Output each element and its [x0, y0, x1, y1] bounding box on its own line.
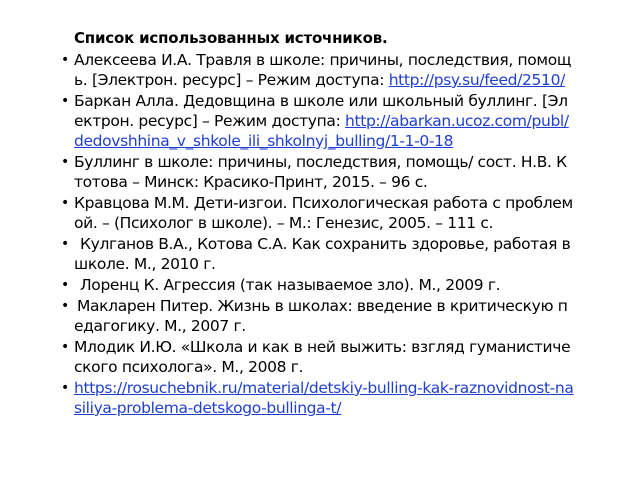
bullet-icon: • [61, 339, 69, 355]
bullet-icon: • [61, 93, 69, 109]
bullet-icon: • [61, 154, 69, 170]
reference-item [61, 193, 574, 233]
reference-link[interactable]: http://abarkan.ucoz.com/publ/dedovshhina_v_shkole_ili_shkolnyj_bulling/1-1-0-18 [74, 112, 569, 150]
reference-text: Буллинг в школе: причины, последствия, помощь/ сост. Н.В. Ктотова – Минск: Красико-Принт, 2015. – 96 с. [74, 153, 567, 191]
references-list [61, 50, 574, 418]
reference-item [61, 152, 574, 192]
reference-text: Алексеева И.А. Травля в школе: причины, последствия, помощь. [Электрон. ресурс] – Режим доступа: [74, 51, 572, 89]
bullet-icon: • [61, 52, 69, 68]
heading-punct: . [382, 29, 388, 47]
bullet-icon: • [61, 195, 69, 211]
reference-item [61, 378, 574, 418]
reference-link[interactable]: https://rosuchebnik.ru/material/detskiy-bulling-kak-raznovidnost-nasiliya-problema-detskogo-bullinga-t/ [74, 379, 574, 417]
reference-link[interactable]: http://psy.su/feed/2510/ [388, 71, 565, 89]
reference-text: Баркан Алла. Дедовщина в школе или школьный буллинг. [Электрон. ресурс] – Режим доступа: [74, 92, 568, 130]
reference-text: Кулганов В.А., Котова С.А. Как сохранить здоровье, работая в школе. М., 2010 г. [74, 235, 571, 273]
bullet-icon: • [61, 277, 69, 293]
reference-text: Кравцова М.М. Дети-изгои. Психологическая работа с проблемой. – (Психолог в школе). – М.: Генезис, 2005. – 111 с. [74, 194, 573, 232]
reference-item [61, 234, 574, 274]
references-heading [74, 28, 574, 48]
references-block [61, 28, 574, 419]
reference-text: Лоренц К. Агрессия (так называемое зло). М., 2009 г. [80, 276, 501, 294]
reference-item [61, 337, 574, 377]
reference-text: Млодик И.Ю. «Школа и как в ней выжить: взгляд гуманистического психолога». М., 2008 г. [74, 338, 571, 376]
bullet-icon: • [61, 380, 69, 396]
reference-item [61, 275, 574, 295]
reference-item [61, 91, 574, 151]
reference-text: Макларен Питер. Жизнь в школах: введение в критическую педагогику. М., 2007 г. [74, 297, 568, 335]
bullet-icon: • [61, 236, 69, 252]
bullet-icon: • [61, 298, 69, 314]
reference-item [61, 50, 574, 90]
reference-item [61, 296, 574, 336]
heading-text: Список использованных источников [74, 29, 382, 47]
